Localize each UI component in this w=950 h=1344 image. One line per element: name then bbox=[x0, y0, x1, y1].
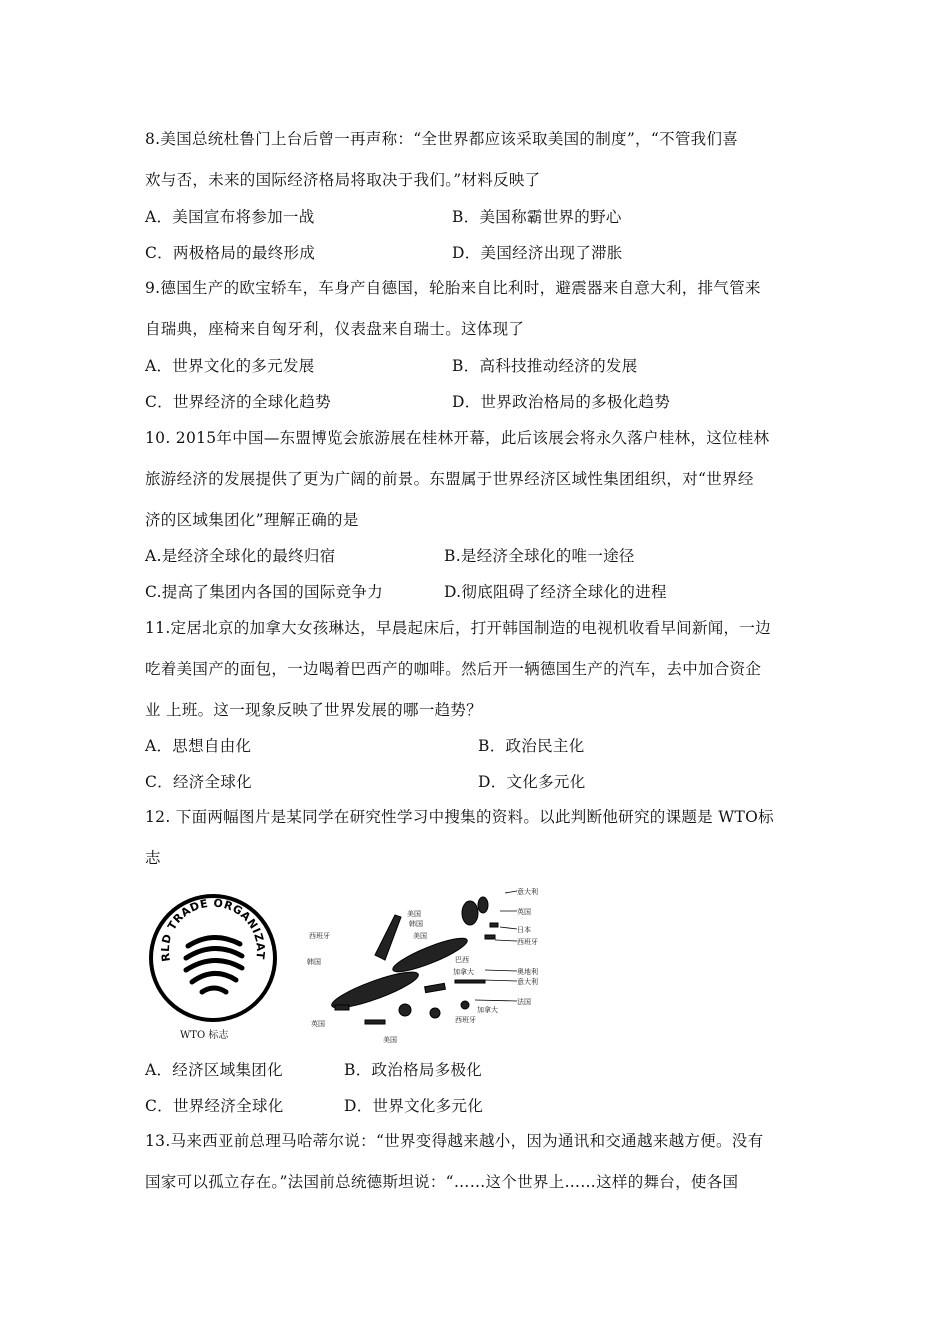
wto-logo-caption: WTO 标志 bbox=[180, 1030, 229, 1041]
car-label-8: 西班牙 bbox=[309, 932, 330, 940]
car-label-12: 奥地利 bbox=[517, 968, 538, 976]
q9-option-b: B．高科技推动经济的发展 bbox=[452, 357, 638, 375]
car-label-16: 英国 bbox=[311, 1020, 325, 1028]
car-label-1: 意大利 bbox=[517, 888, 538, 896]
wto-logo-icon bbox=[148, 888, 278, 1023]
q11-stem-line-1: 11.定居北京的加拿大女孩琳达，早晨起床后，打开韩国制造的电视机收看早间新闻，一边 bbox=[145, 619, 771, 637]
q9-option-a: A．世界文化的多元发展 bbox=[145, 357, 315, 375]
q9-stem-line-2: 自瑞典，座椅来自匈牙利，仪表盘来自瑞士。这体现了 bbox=[145, 320, 525, 338]
car-label-2: 英国 bbox=[517, 908, 531, 916]
car-label-5: 日本 bbox=[517, 926, 531, 934]
q9-option-c: C．世界经济的全球化趋势 bbox=[145, 393, 331, 411]
q8-stem-line-1: 8.美国总统杜鲁门上台后曾一再声称：“全世界都应该采取美国的制度”，“不管我们喜 bbox=[145, 130, 739, 148]
q9-stem-line-1: 9.德国生产的欧宝轿车，车身产自德国，轮胎来自比利时，避震器来自意大利，排气管来 bbox=[145, 279, 761, 297]
q10-stem-line-3: 济的区域集团化”理解正确的是 bbox=[145, 511, 359, 529]
q8-option-a: A．美国宣布将参加一战 bbox=[145, 208, 315, 226]
q11-stem-line-2: 吃着美国产的面包，一边喝着巴西产的咖啡。然后开一辆德国生产的汽车，去中加合资企 bbox=[145, 660, 762, 678]
car-label-3: 美国 bbox=[407, 910, 421, 918]
car-label-10: 加拿大 bbox=[453, 968, 474, 976]
wto-logo-text: RLD TRADE ORGANIZAT bbox=[158, 896, 268, 963]
car-label-13: 意大利 bbox=[517, 978, 538, 986]
q10-option-a: A.是经济全球化的最终归宿 bbox=[145, 547, 336, 565]
exploded-car-illustration bbox=[305, 885, 550, 1050]
q8-stem-line-2: 欢与否，未来的国际经济格局将取决于我们。”材料反映了 bbox=[145, 171, 541, 189]
car-label-15: 法国 bbox=[517, 998, 531, 1006]
q10-option-d: D.彻底阻碍了经济全球化的进程 bbox=[444, 583, 667, 601]
q13-stem-line-1: 13.马来西亚前总理马哈蒂尔说：“世界变得越来越小，因为通讯和交通越来越方便。没有 bbox=[145, 1132, 764, 1150]
q12-stem-line-1: 12. 下面两幅图片是某同学在研究性学习中搜集的资料。以此判断他研究的课题是 WTO标 bbox=[145, 808, 774, 826]
q10-stem-line-2: 旅游经济的发展提供了更为广阔的前景。东盟属于世界经济区域性集团组织，对“世界经 bbox=[145, 470, 754, 488]
car-label-11: 韩国 bbox=[307, 958, 321, 966]
wto-logo-figure bbox=[148, 888, 278, 1048]
car-label-6: 西班牙 bbox=[517, 938, 538, 946]
q12-option-c: C．世界经济全球化 bbox=[145, 1097, 284, 1115]
q12-stem-line-2: 志 bbox=[145, 849, 161, 867]
car-label-9: 巴西 bbox=[455, 956, 469, 964]
car-parts-origin-figure bbox=[305, 885, 550, 1050]
q12-option-d: D．世界文化多元化 bbox=[344, 1097, 484, 1115]
car-label-17: 西班牙 bbox=[455, 1016, 476, 1024]
q11-option-c: C．经济全球化 bbox=[145, 773, 252, 791]
q8-option-b: B．美国称霸世界的野心 bbox=[452, 208, 622, 226]
q8-option-c: C．两极格局的最终形成 bbox=[145, 244, 316, 262]
car-label-14: 加拿大 bbox=[477, 1006, 498, 1014]
q12-option-a: A．经济区域集团化 bbox=[145, 1061, 283, 1079]
q13-stem-line-2: 国家可以孤立存在。”法国前总统德斯坦说：“……这个世界上……这样的舞台，使各国 bbox=[145, 1173, 739, 1191]
car-label-4: 韩国 bbox=[409, 920, 423, 928]
q12-option-b: B．政治格局多极化 bbox=[344, 1061, 483, 1079]
car-label-7: 美国 bbox=[413, 932, 427, 940]
q8-option-d: D．美国经济出现了滞胀 bbox=[452, 244, 623, 262]
q11-option-a: A．思想自由化 bbox=[145, 737, 252, 755]
car-label-18: 美国 bbox=[383, 1036, 397, 1044]
q10-option-c: C.提高了集团内各国的国际竞争力 bbox=[145, 583, 384, 601]
q11-option-b: B．政治民主化 bbox=[478, 737, 585, 755]
q9-option-d: D．世界政治格局的多极化趋势 bbox=[452, 393, 671, 411]
q11-option-d: D．文化多元化 bbox=[478, 773, 586, 791]
q10-stem-line-1: 10. 2015年中国—东盟博览会旅游展在桂林开幕，此后该展会将永久落户桂林，这位桂林 bbox=[145, 429, 770, 447]
q11-stem-line-3: 业 上班。这一现象反映了世界发展的哪一趋势？ bbox=[145, 701, 483, 719]
q10-option-b: B.是经济全球化的唯一途径 bbox=[444, 547, 635, 565]
